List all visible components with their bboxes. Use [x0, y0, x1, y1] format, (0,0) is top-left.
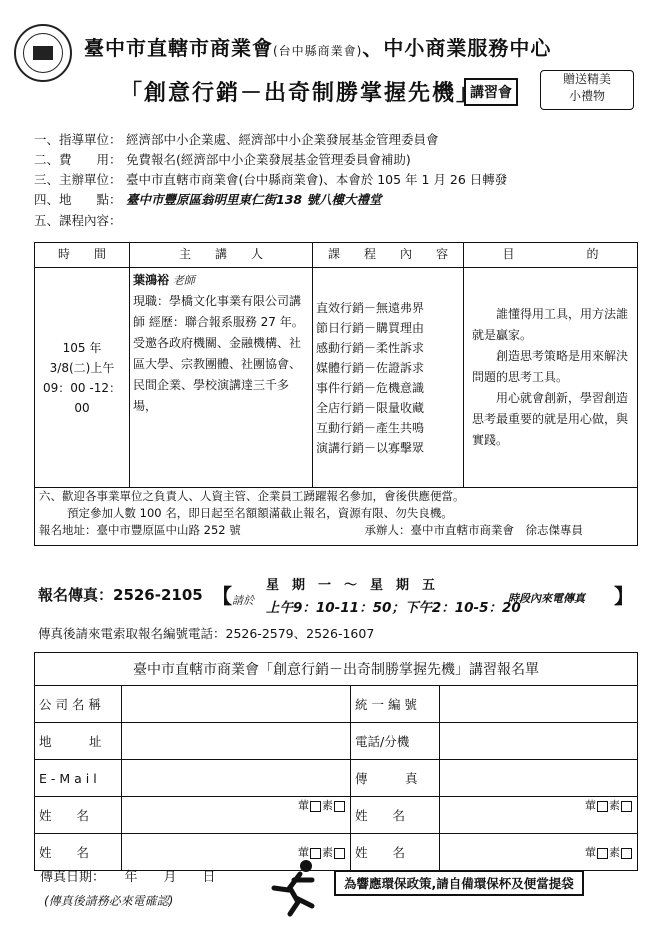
title-badge: 講習會 [464, 78, 518, 106]
taxid-field[interactable] [440, 686, 638, 723]
meat-checkbox[interactable] [310, 848, 321, 859]
fax-field-label: 傳 真 [351, 760, 440, 797]
registration-form [34, 652, 638, 871]
email-field[interactable] [122, 760, 351, 797]
meat-checkbox[interactable] [597, 801, 608, 812]
fax-date: 傳真日期： 年 月 日 [40, 870, 216, 885]
org-name: 臺中市直轄市商業會 [84, 36, 273, 60]
name-field-4[interactable]: 葷 素 [440, 834, 638, 871]
org-logo [14, 24, 72, 82]
note-organizer: 承辦人：臺中市直轄市商業會 徐志傑專員 [364, 523, 583, 537]
info-row-1: 一、指導單位： 經濟部中小企業處、經濟部中小企業發展基金管理委員會 [34, 132, 439, 147]
fax-please: 請於 [232, 594, 254, 607]
taxid-label: 統 一 編 號 [351, 686, 440, 723]
name-label-1: 姓 名 [35, 797, 122, 834]
info-row-2: 二、費 用： 免費報名(經濟部中小企業發展基金管理委員會補助) [34, 152, 411, 167]
eco-notice: 為響應環保政策,請自備環保杯及便當提袋 [334, 870, 584, 896]
fax-label: 報名傳真：2526-2105 [38, 586, 203, 604]
veg-checkbox[interactable] [334, 801, 345, 812]
col-speaker: 主 講 人 [130, 243, 313, 268]
runner-icon [260, 858, 330, 918]
org-header [84, 32, 551, 61]
address-label: 地 址 [35, 723, 122, 760]
veg-checkbox[interactable] [621, 801, 632, 812]
note-line2: 預定參加人數 100 名，即日起至名額額滿截止報名，資源有限、勿失良機。 [67, 506, 453, 520]
note-address: 報名地址：臺中市豐原區中山路 252 號 [39, 523, 241, 537]
phone-field[interactable] [440, 723, 638, 760]
meat-checkbox[interactable] [310, 801, 321, 812]
name-field-1[interactable]: 葷 素 [122, 797, 351, 834]
content-cell: 直效行銷－無遠弗界 節日行銷－購買理由 感動行銷－柔性訴求 媒體行銷－佐證訴求 事件行銷－危機意識 全店行銷－限量收藏 互動行銷－產生共鳴 演講行銷－以寡擊眾 [313, 268, 464, 488]
col-purpose: 目 的 [464, 243, 638, 268]
name-label-2: 姓 名 [351, 797, 440, 834]
note-line1: 六、歡迎各事業單位之負責人、人資主管、企業員工踴躍報名參加，會後供應便當。 [39, 489, 465, 503]
page-title: 「創意行銷－出奇制勝掌握先機」 [120, 81, 481, 106]
fax-field[interactable] [440, 760, 638, 797]
name-field-2[interactable]: 葷 素 [440, 797, 638, 834]
gift-box [540, 70, 634, 110]
org-suffix: 、中小商業服務中心 [362, 36, 552, 60]
name-label-4: 姓 名 [351, 834, 440, 871]
email-label: E - M a i l [35, 760, 122, 797]
company-label: 公 司 名 稱 [35, 686, 122, 723]
notes-box [34, 486, 638, 546]
speaker-bio: 現職：學橋文化事業有限公司講師 經歷：聯合報系服務 27 年。受邀各政府機關、金融機構、社區大學、宗教團體、社團協會、民間企業、學校演講達三千多場， [133, 294, 304, 413]
col-content: 課 程 內 容 [313, 243, 464, 268]
address-field[interactable] [122, 723, 351, 760]
company-field[interactable] [122, 686, 351, 723]
speaker-cell: 葉鴻裕 老師 現職：學橋文化事業有限公司講師 經歷：聯合報系服務 27 年。受邀各政府機關、金融機構、社區大學、宗教團體、社團協會、民間企業、學校演講達三千多場， [130, 268, 313, 488]
veg-checkbox[interactable] [334, 848, 345, 859]
name-label-3: 姓 名 [35, 834, 122, 871]
bracket-right: 】 [614, 584, 634, 608]
course-table [34, 242, 638, 488]
fax-note: 時段內來電傳真 [508, 592, 585, 605]
form-title: 臺中市直轄市商業會「創意行銷－出奇制勝掌握先機」講習報名單 [35, 653, 638, 686]
fax-days: 星 期 一 ～ 星 期 五 [266, 578, 436, 593]
name-field-3[interactable]: 葷 素 [122, 834, 351, 871]
bracket-left: 【 [212, 584, 232, 608]
org-sub: (台中縣商業會) [273, 44, 363, 58]
col-time: 時 間 [35, 243, 130, 268]
veg-checkbox[interactable] [621, 848, 632, 859]
gift-line2: 小禮物 [568, 89, 605, 103]
time-cell: 105 年 3/8(二)上午 09：00 -12：00 [35, 268, 130, 488]
info-row-4: 四、地 點： 臺中市豐原區翁明里東仁街138 號八樓大禮堂 [34, 192, 382, 207]
fax-phone: 傳真後請來電索取報名編號電話：2526-2579、2526-1607 [38, 626, 375, 641]
fax-confirm: (傳真後請務必來電確認) [44, 894, 174, 908]
purpose-cell: 誰懂得用工具，用方法誰就是贏家。 創造思考策略是用來解決問題的思考工具。 用心就會創新，學習創造思考最重要的就是用心做，與實踐。 [464, 268, 638, 488]
fax-hours: 上午9：10-11：50；下午2：10-5：20 [266, 600, 521, 616]
meat-checkbox[interactable] [597, 848, 608, 859]
info-row-5: 五、課程內容： [34, 213, 122, 228]
gift-line1: 贈送精美 [562, 72, 611, 86]
info-row-3: 三、主辦單位： 臺中市直轄市商業會(台中縣商業會)、本會於 105 年 1 月 26 日轉發 [34, 172, 508, 187]
phone-label: 電話/分機 [351, 723, 440, 760]
